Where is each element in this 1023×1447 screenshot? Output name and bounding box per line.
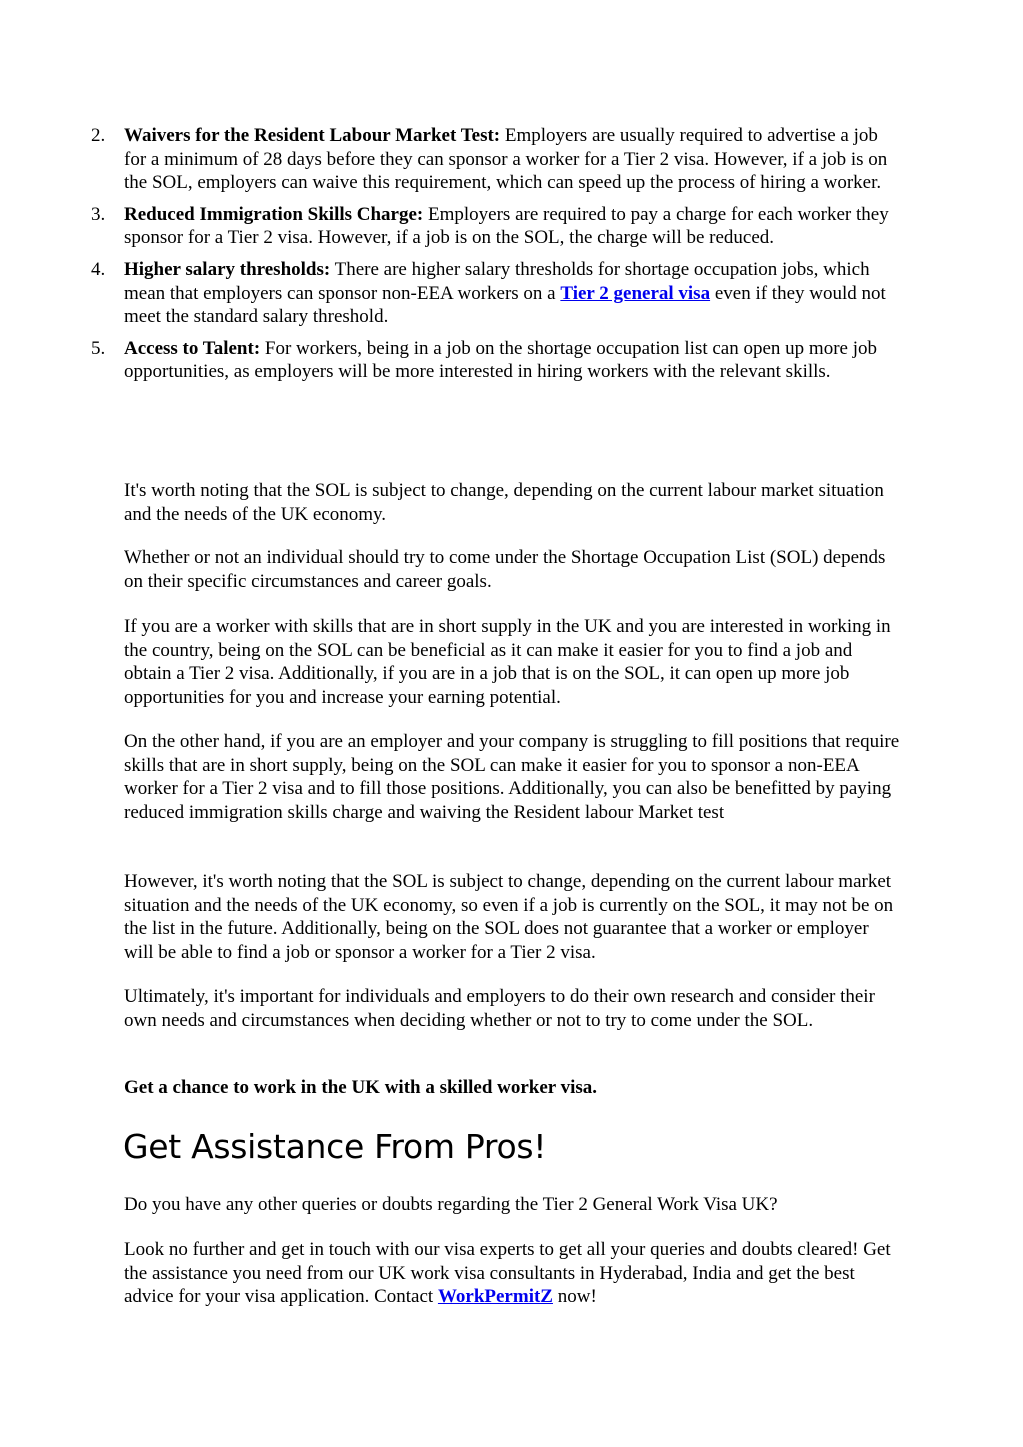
paragraph-worker: If you are a worker with skills that are in short supply in the UK and you are interested in working in the country, being on the SOL can be beneficial as it can make it easier for you to find a job and obtain a Tier 2 visa. Additionally, if you are in a job that is on the SOL, it can open up more job opportunities for you and increase your earning potential. (124, 616, 891, 708)
list-number: 4. (91, 258, 106, 280)
list-number: 3. (91, 203, 106, 225)
list-item-title: Waivers for the Resident Labour Market Test: (124, 125, 501, 146)
benefits-list (0, 124, 1023, 392)
section-heading: Get Assistance From Pros! (123, 1127, 547, 1166)
list-item-text: Employers are usually required to advertise a job for a minimum of 28 days before they can sponsor a worker for a Tier 2 visa. However, if a job is on the SOL, employers can waive this requirement, which can speed up the process of hiring a worker. (124, 125, 888, 194)
list-item-text: For workers, being in a job on the shortage occupation list can open up more job opportunities, as employers will be more interested in hiring workers with the relevant skills. (124, 337, 877, 383)
list-item (0, 203, 901, 250)
list-item-text: Employers are required to pay a charge for each worker they sponsor for a Tier 2 visa. However, if a job is on the SOL, the charge will be reduced. (124, 203, 889, 249)
list-item-text: even if they would not meet the standard salary threshold. (124, 282, 886, 328)
workpermitz-link[interactable]: WorkPermitZ (437, 1286, 553, 1308)
list-item (0, 337, 901, 384)
paragraph-employer: On the other hand, if you are an employer and your company is struggling to fill positions that require skills that are in short supply, being on the SOL can make it easier for you to sponsor a non-EEA worker for a Tier 2 visa and to fill those positions. Additionally, you can also be benefitted by paying reduced immigration skills charge and waiving the Resident labour Market test (124, 731, 900, 823)
list-number: 5. (91, 337, 106, 359)
list-item-title: Access to Talent: (124, 337, 261, 359)
list-item-title: Higher salary thresholds: (124, 258, 331, 280)
paragraph-sol-change: It's worth noting that the SOL is subject to change, depending on the current labour market situation and the needs of the UK economy. (124, 480, 884, 525)
list-item-title: Reduced Immigration Skills Charge: (124, 203, 424, 225)
call-to-action-text: Get a chance to work in the UK with a skilled worker visa. (124, 1077, 598, 1098)
contact-text-end: now! (552, 1286, 597, 1308)
tier-2-general-visa-link[interactable]: Tier 2 general visa (560, 282, 711, 304)
list-number: 2. (91, 125, 106, 146)
paragraph-however: However, it's worth noting that the SOL is subject to change, depending on the current labour market situation and the needs of the UK economy, so even if a job is currently on the SOL, it may not be on the list in the future. Additionally, being on the SOL does not guarantee that a worker or employer will be able to find a job or sponsor a worker for a Tier 2 visa. (124, 871, 894, 963)
list-item (0, 258, 901, 329)
paragraph-question: Do you have any other queries or doubts regarding the Tier 2 General Work Visa UK? (124, 1194, 778, 1215)
paragraph-ultimately: Ultimately, it's important for individuals and employers to do their own research and consider their own needs and circumstances when deciding whether or not to try to come under the SOL. (124, 986, 875, 1031)
paragraph-contact (124, 1238, 901, 1309)
paragraph-individual: Whether or not an individual should try to come under the Shortage Occupation List (SOL) depends on their specific circumstances and career goals. (124, 547, 886, 592)
list-item (0, 124, 901, 195)
list-item-text: There are higher salary thresholds for shortage occupation jobs, which mean that employers can sponsor non-EEA workers on a (124, 258, 870, 304)
contact-text: Look no further and get in touch with our visa experts to get all your queries and doubts cleared! Get the assistance you need from our UK work visa consultants in Hyderabad, India and get the best advice for your visa application. Contact (124, 1239, 891, 1308)
